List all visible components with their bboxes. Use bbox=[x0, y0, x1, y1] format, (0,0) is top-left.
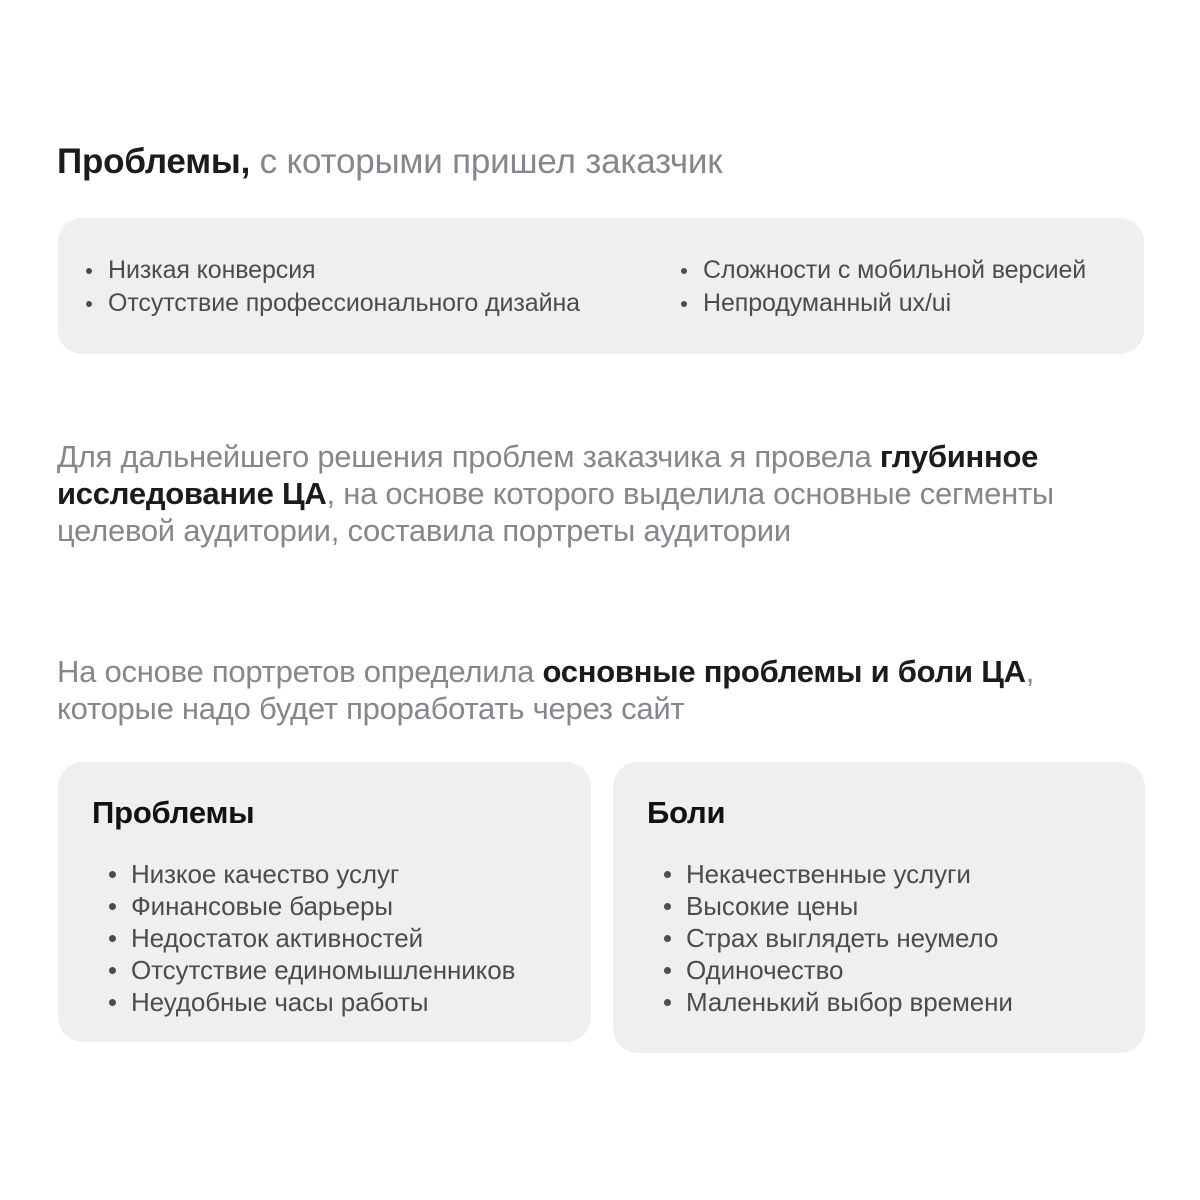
list-item: Низкое качество услуг bbox=[108, 858, 515, 890]
page-title-muted: с которыми пришел заказчик bbox=[250, 142, 723, 181]
paragraph-research-part1: Для дальнейшего решения проблем заказчика я провела bbox=[57, 439, 880, 474]
paragraph-research bbox=[57, 438, 1117, 549]
problems-card-list bbox=[108, 858, 515, 1018]
paragraph-research-part2: , на основе которого выделила основные сегменты целевой аудитории, составила портреты аудитории bbox=[57, 476, 1054, 548]
page-title-strong: Проблемы, bbox=[57, 142, 251, 181]
client-problems-column-right bbox=[680, 254, 1086, 320]
bullet-list bbox=[85, 254, 580, 320]
paragraph-research-emphasis: глубинное исследование ЦА bbox=[57, 439, 1039, 511]
list-item: Одиночество bbox=[663, 954, 1013, 986]
pains-card-heading: Боли bbox=[647, 795, 726, 830]
pains-card bbox=[613, 762, 1145, 1053]
paragraph-pains-part2: , которые надо будет проработать через сайт bbox=[57, 654, 1035, 726]
bullet-list bbox=[108, 858, 515, 1018]
client-problems-column-left bbox=[85, 254, 580, 320]
client-problems-card bbox=[58, 218, 1144, 354]
list-item: Высокие цены bbox=[663, 890, 1013, 922]
two-column-layout bbox=[58, 218, 1144, 354]
paragraph-pains bbox=[57, 653, 1147, 727]
list-item: Недостаток активностей bbox=[108, 922, 515, 954]
paragraph-pains-emphasis: основные проблемы и боли ЦА bbox=[542, 654, 1026, 689]
bullet-list bbox=[680, 254, 1086, 320]
list-item: Непродуманный ux/ui bbox=[680, 287, 1086, 320]
list-item: Сложности с мобильной версией bbox=[680, 254, 1086, 287]
bullet-list bbox=[663, 858, 1013, 1018]
list-item: Маленький выбор времени bbox=[663, 986, 1013, 1018]
pains-card-list bbox=[663, 858, 1013, 1018]
problems-card bbox=[58, 762, 591, 1042]
page-title bbox=[57, 141, 722, 183]
list-item: Финансовые барьеры bbox=[108, 890, 515, 922]
list-item: Страх выглядеть неумело bbox=[663, 922, 1013, 954]
list-item: Некачественные услуги bbox=[663, 858, 1013, 890]
problems-card-heading: Проблемы bbox=[92, 795, 255, 830]
paragraph-pains-part1: На основе портретов определила bbox=[57, 654, 543, 689]
list-item: Отсутствие единомышленников bbox=[108, 954, 515, 986]
list-item: Низкая конверсия bbox=[85, 254, 580, 287]
list-item: Неудобные часы работы bbox=[108, 986, 515, 1018]
list-item: Отсутствие профессионального дизайна bbox=[85, 287, 580, 320]
